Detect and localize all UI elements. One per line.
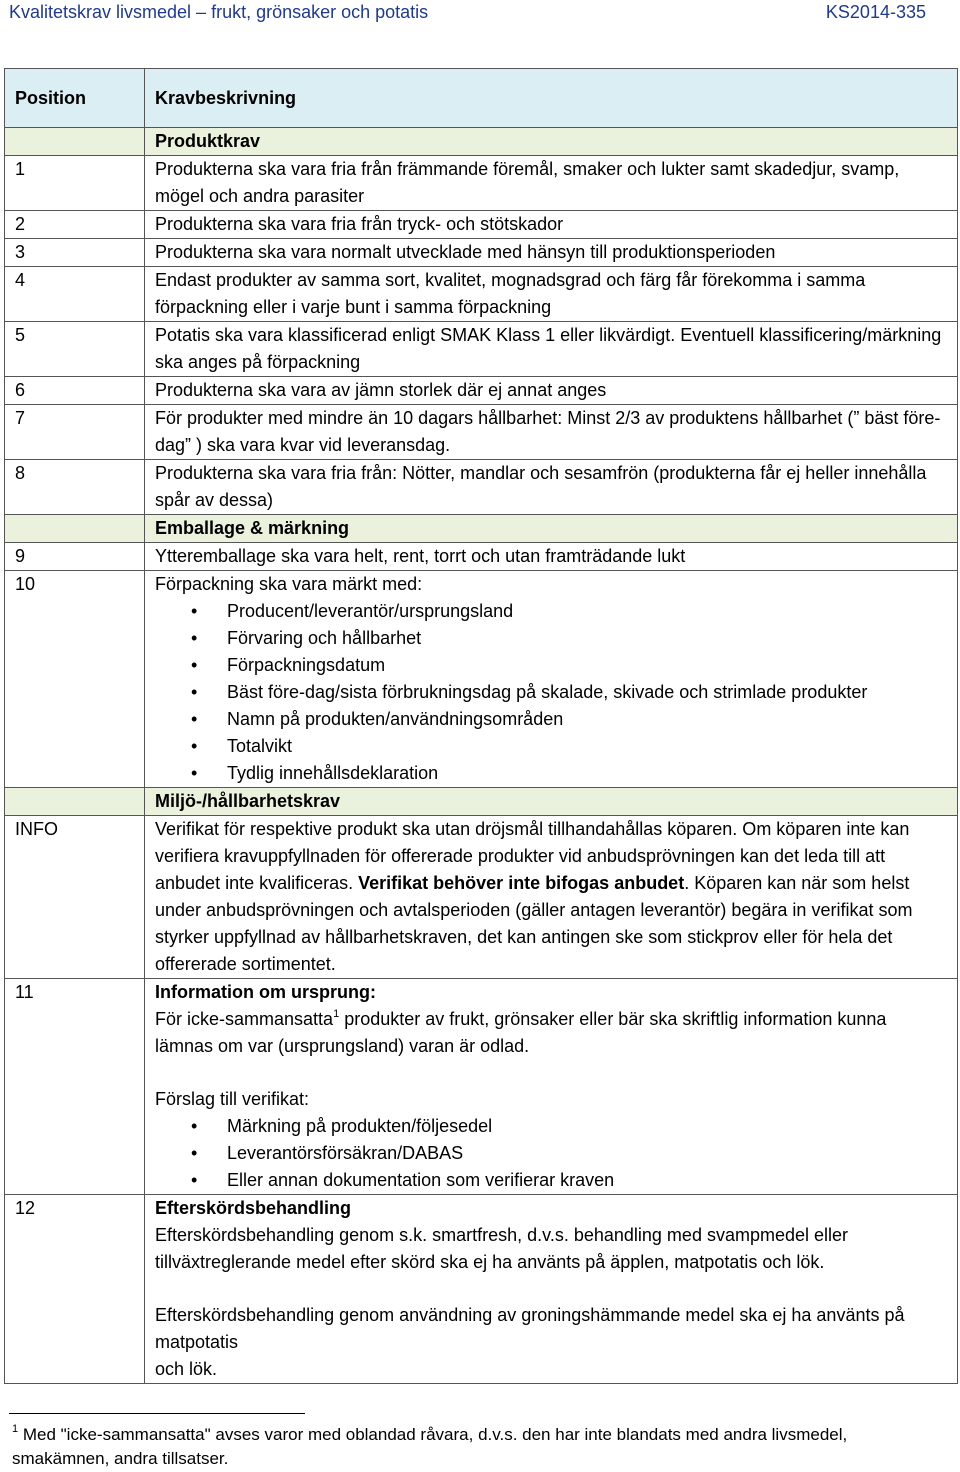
table-row (5, 979, 958, 1195)
list-item: • Tydlig innehållsdeklaration (227, 760, 949, 787)
section-title-produktkrav: Produktkrav (145, 128, 958, 156)
footnote-text: Med "icke-sammansatta" avses varor med oblandad råvara, d.v.s. den har inte blandats med andra livsmedel, smakämnen, andra tillsatser. (12, 1425, 848, 1468)
table-row (5, 322, 958, 377)
table-row (5, 1195, 958, 1384)
row-content (145, 1195, 958, 1384)
row-text (155, 1006, 949, 1060)
row-position: INFO (5, 816, 145, 979)
footnote-mark: 1 (12, 1423, 19, 1435)
row-position: 4 (5, 267, 145, 322)
section-title-emballage: Emballage & märkning (145, 515, 958, 543)
origin-text-b: produkter av frukt, grönsaker eller bär ska skriftlig information kunna lämnas om var (ursprungsland) varan är odlad. (155, 1009, 887, 1056)
list-item: • Bäst före-dag/sista förbrukningsdag på skalade, skivade och strimlade produkter (227, 679, 949, 706)
row-content (145, 571, 958, 788)
table-row (5, 377, 958, 405)
row-position: 11 (5, 979, 145, 1195)
row-position: 5 (5, 322, 145, 377)
list-item: • Namn på produkten/användningsområden (227, 706, 949, 733)
list-item: • Eller annan dokumentation som verifierar kraven (227, 1167, 949, 1194)
table-header-row (5, 69, 958, 128)
page-header (0, 0, 960, 30)
document-title: Kvalitetskrav livsmedel – frukt, grönsaker och potatis (9, 2, 429, 22)
row-text: Endast produkter av samma sort, kvalitet, mognadsgrad och färg får förekomma i samma förpackning eller i varje bunt i samma förpackning (145, 267, 958, 322)
row-text: Produkterna ska vara fria från: Nötter, mandlar och sesamfrön (produkterna får ej heller innehålla spår av dessa) (145, 460, 958, 515)
footnote-reference: 1 (333, 1008, 340, 1020)
table-row (5, 267, 958, 322)
section-row-emballage (5, 515, 958, 543)
row-content (145, 979, 958, 1195)
table-row (5, 239, 958, 267)
row-text: Ytteremballage ska vara helt, rent, torrt och utan framträdande lukt (145, 543, 958, 571)
row-text: Produkterna ska vara av jämn storlek där ej annat anges (145, 377, 958, 405)
table-row (5, 211, 958, 239)
list-item: • Totalvikt (227, 733, 949, 760)
row-heading: Information om ursprung: (155, 982, 376, 1002)
list-item: • Leverantörsförsäkran/DABAS (227, 1140, 949, 1167)
row-position: 9 (5, 543, 145, 571)
row-text: Efterskördsbehandling genom s.k. smartfresh, d.v.s. behandling med svampmedel eller tillväxtreglerande medel efter skörd ska ej ha använts på äpplen, matpotatis och lök. (155, 1225, 849, 1272)
table-row (5, 571, 958, 788)
row-heading: Efterskördsbehandling (155, 1198, 352, 1218)
row-position: 2 (5, 211, 145, 239)
list-item: • Förpackningsdatum (227, 652, 949, 679)
list-item: • Förvaring och hållbarhet (227, 625, 949, 652)
table-row (5, 156, 958, 211)
info-text-bold: Verifikat behöver inte bifogas anbudet (358, 873, 685, 893)
section-title-miljo: Miljö-/hållbarhetskrav (145, 788, 958, 816)
column-header-description: Kravbeskrivning (145, 69, 958, 128)
row-position: 6 (5, 377, 145, 405)
bullet-list (155, 598, 949, 787)
column-header-position: Position (5, 69, 145, 128)
row-text: Efterskördsbehandling genom användning av groningshämmande medel ska ej ha använts på matpotatis (155, 1305, 905, 1352)
row-text: Produkterna ska vara normalt utvecklade med hänsyn till produktionsperioden (145, 239, 958, 267)
row-text: För produkter med mindre än 10 dagars hållbarhet: Minst 2/3 av produktens hållbarhet (” bäst före-dag” ) ska vara kvar vid leveransdag. (145, 405, 958, 460)
row-text: Potatis ska vara klassificerad enligt SMAK Klass 1 eller likvärdigt. Eventuell klassificering/märkning ska anges på förpackning (145, 322, 958, 377)
table-row (5, 460, 958, 515)
info-text-a: Verifikat för respektive produkt ska utan dröjsmål tillhandahållas köparen. Om köparen inte kan verifiera kravuppfyllnaden för offererade produkter vid anbudsprövningen kan det leda till att anbudet inte kvalificeras. (155, 819, 910, 893)
table-row (5, 816, 958, 979)
info-text-b: . Köparen kan när som helst under anbudsprövningen och avtalsperioden (gäller antagen leverantör) begära in verifikat som styrker uppfyllnad av hållbarhetskraven, det kan antingen ske som stickprov eller för hela det offererade sortimentet. (155, 873, 913, 974)
section-row-miljo (5, 788, 958, 816)
row-intro: Förpackning ska vara märkt med: (155, 574, 423, 594)
list-item: • Producent/leverantör/ursprungsland (227, 598, 949, 625)
footnote (12, 1423, 942, 1471)
row-position: 10 (5, 571, 145, 788)
table-row (5, 543, 958, 571)
row-text: Produkterna ska vara fria från tryck- och stötskador (145, 211, 958, 239)
bullet-list (155, 1113, 949, 1194)
document-code: KS2014-335 (825, 2, 926, 22)
table-row (5, 405, 958, 460)
row-text: Produkterna ska vara fria från främmande föremål, smaker och lukter samt skadedjur, svamp, mögel och andra parasiter (145, 156, 958, 211)
verification-label: Förslag till verifikat: (155, 1089, 310, 1109)
row-position: 12 (5, 1195, 145, 1384)
origin-text-a: För icke-sammansatta (155, 1009, 334, 1029)
row-position: 1 (5, 156, 145, 211)
row-position: 3 (5, 239, 145, 267)
row-text: och lök. (155, 1359, 218, 1379)
footnote-separator (9, 1413, 305, 1414)
requirements-table (4, 68, 958, 1384)
list-item: • Märkning på produkten/följesedel (227, 1113, 949, 1140)
row-position: 7 (5, 405, 145, 460)
row-position: 8 (5, 460, 145, 515)
row-content (145, 816, 958, 979)
section-row-produktkrav (5, 128, 958, 156)
